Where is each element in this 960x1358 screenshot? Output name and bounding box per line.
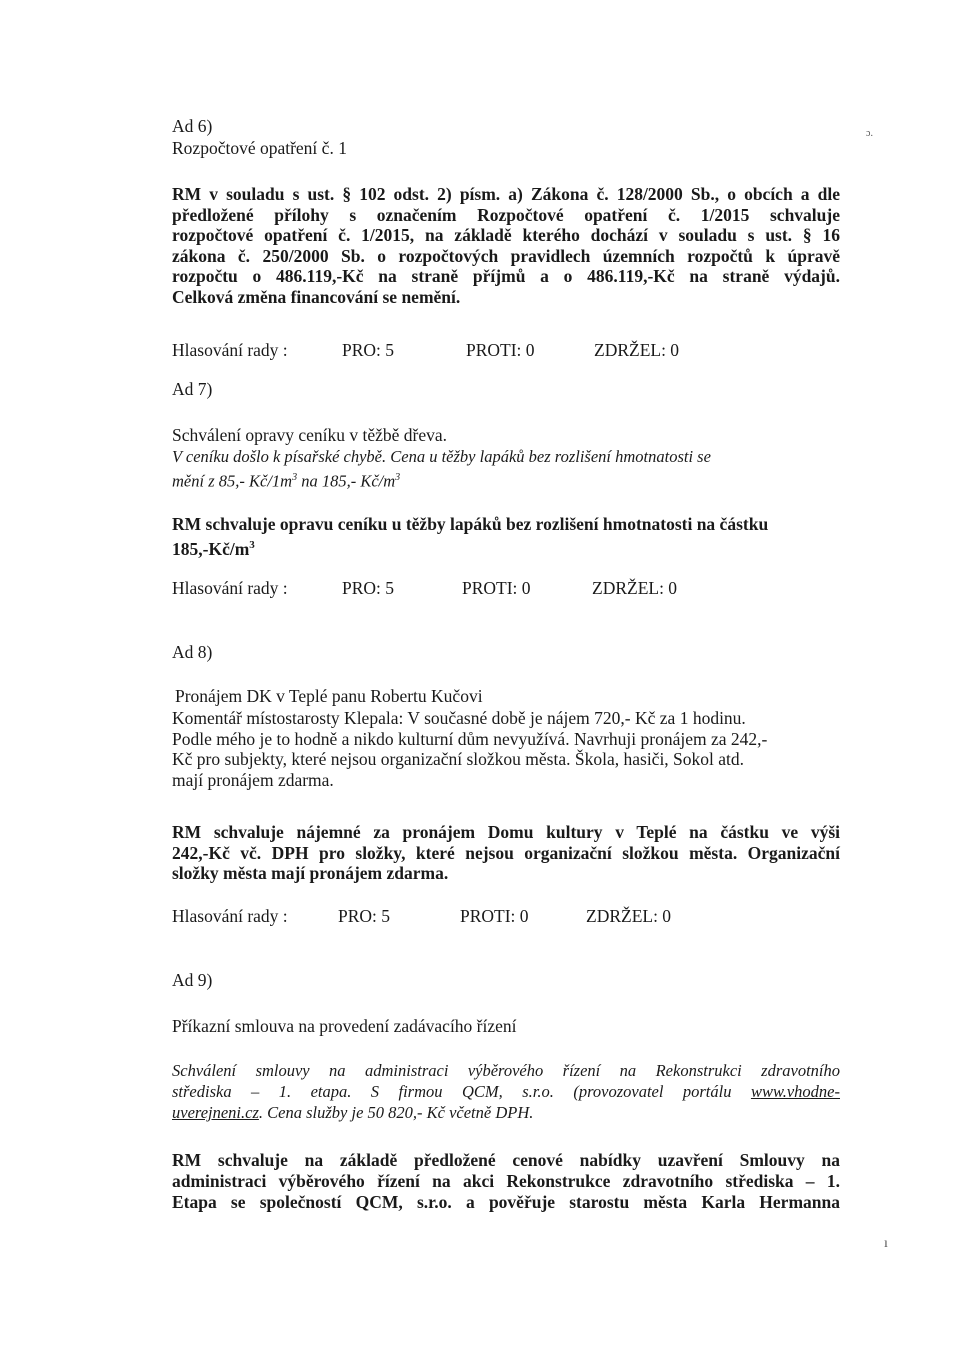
vote-zdrzel: ZDRŽEL: 0 <box>586 906 672 926</box>
ad8-heading: Ad 8) <box>172 642 213 662</box>
ad7-resolution <box>172 514 840 559</box>
vote-proti: PROTI: 0 <box>462 578 531 598</box>
ad6-title: Rozpočtové opatření č. 1 <box>172 138 347 158</box>
margin-mark: ı <box>884 1236 888 1251</box>
note-text: . Cena služby je 50 820,- Kč včetně DPH. <box>258 1103 534 1122</box>
superscript: 3 <box>395 471 401 483</box>
ad8-comment-line: Kč pro subjekty, které nejsou organizační složkou města. Škola, hasiči, Sokol atd. <box>172 749 745 769</box>
ad8-comment-line: mají pronájem zdarma. <box>172 769 334 790</box>
ad8-comment-line: Podle mého je to hodně a nikdo kulturní dům nevyužívá. Navrhuji pronájem za 242,- <box>172 728 768 749</box>
ad8-resolution <box>172 822 840 884</box>
resolution-text: 185,-Kč/m <box>172 538 250 559</box>
ad6-resolution-line: zákona č. 250/2000 Sb. o rozpočtových pravidlech územních rozpočtů k úpravě <box>172 245 840 266</box>
vote-pro: PRO: 5 <box>338 906 391 926</box>
vote-zdrzel: ZDRŽEL: 0 <box>592 578 678 598</box>
vote-label: Hlasování rady : <box>172 578 288 598</box>
ad9-note-line <box>172 1081 840 1102</box>
ad8-resolution-line: složky města mají pronájem zdarma. <box>172 863 449 883</box>
ad8-comment <box>172 708 840 790</box>
vote-proti: PROTI: 0 <box>466 340 535 360</box>
vote-pro: PRO: 5 <box>342 578 395 598</box>
ad9-resolution <box>172 1150 840 1213</box>
ad6-resolution-line: předložené přílohy s označením Rozpočtové opatření č. 1/2015 schvaluje <box>172 204 840 225</box>
ad7-resolution-line <box>172 535 840 559</box>
ad7-resolution-line: RM schvaluje opravu ceníku u těžby lapáků bez rozlišení hmotnatosti na částku <box>172 514 769 534</box>
ad9-heading: Ad 9) <box>172 970 213 990</box>
ad8-resolution-line: 242,-Kč vč. DPH pro složky, které nejsou organizační složkou města. Organizační <box>172 842 840 863</box>
note-text: na 185,- Kč/m <box>297 471 396 490</box>
ad9-note-line <box>172 1102 840 1123</box>
vote-zdrzel: ZDRŽEL: 0 <box>594 340 680 360</box>
ad9-resolution-line: Etapa se společností QCM, s.r.o. a pověřuje starostu města Karla Hermanna <box>172 1192 840 1212</box>
ad7-note <box>172 447 840 492</box>
superscript: 3 <box>292 471 298 483</box>
ad9-title: Příkazní smlouva na provedení zadávacího řízení <box>172 1016 517 1036</box>
vote-proti: PROTI: 0 <box>460 906 529 926</box>
vote-label: Hlasování rady : <box>172 340 288 360</box>
vote-pro: PRO: 5 <box>342 340 395 360</box>
ad6-resolution-line: rozpočtu o 486.119,-Kč na straně příjmů a o 486.119,-Kč na straně výdajů. <box>172 266 840 286</box>
ad8-resolution-line: RM schvaluje nájemné za pronájem Domu kultury v Teplé na částku ve výši <box>172 822 840 842</box>
ad9-resolution-line: administraci výběrového řízení na akci Rekonstrukce zdravotního střediska – 1. <box>172 1171 840 1191</box>
ad7-title: Schválení opravy ceníku v těžbě dřeva. <box>172 425 448 445</box>
vote-label: Hlasování rady : <box>172 906 288 926</box>
ad6-resolution-line: rozpočtové opatření č. 1/2015, na základě kterého dochází v souladu s ust. § 16 <box>172 225 840 245</box>
margin-mark: ɔ. <box>866 128 873 139</box>
note-text: střediska – 1. etapa. S firmou QCM, s.r.o. (provozovatel portálu <box>172 1082 751 1101</box>
note-text: mění z 85,- Kč/1m <box>172 471 293 490</box>
ad8-comment-line: Komentář místostarosty Klepala: V současné době je nájem 720,- Kč za 1 hodinu. <box>172 708 746 728</box>
portal-link[interactable]: www.vhodne- <box>750 1082 840 1101</box>
ad9-note-line: Schválení smlouvy na administraci výběrového řízení na Rekonstrukci zdravotního <box>172 1061 840 1080</box>
ad6-resolution-line: Celková změna financování se nemění. <box>172 286 461 307</box>
ad6-resolution <box>172 184 840 307</box>
ad9-note <box>172 1060 840 1123</box>
superscript: 3 <box>249 538 255 551</box>
portal-link[interactable]: uverejneni.cz <box>172 1103 259 1122</box>
ad7-note-line: V ceníku došlo k písařské chybě. Cena u těžby lapáků bez rozlišení hmotnatosti se <box>172 447 711 466</box>
ad7-heading: Ad 7) <box>172 379 213 399</box>
ad9-resolution-line: RM schvaluje na základě předložené cenové nabídky uzavření Smlouvy na <box>172 1150 840 1170</box>
ad8-title: Pronájem DK v Teplé panu Robertu Kučovi <box>175 686 483 706</box>
ad7-note-line <box>172 468 840 492</box>
ad6-resolution-line: RM v souladu s ust. § 102 odst. 2) písm. a) Zákona č. 128/2000 Sb., o obcích a dle <box>172 184 840 204</box>
ad6-heading: Ad 6) <box>172 116 213 136</box>
